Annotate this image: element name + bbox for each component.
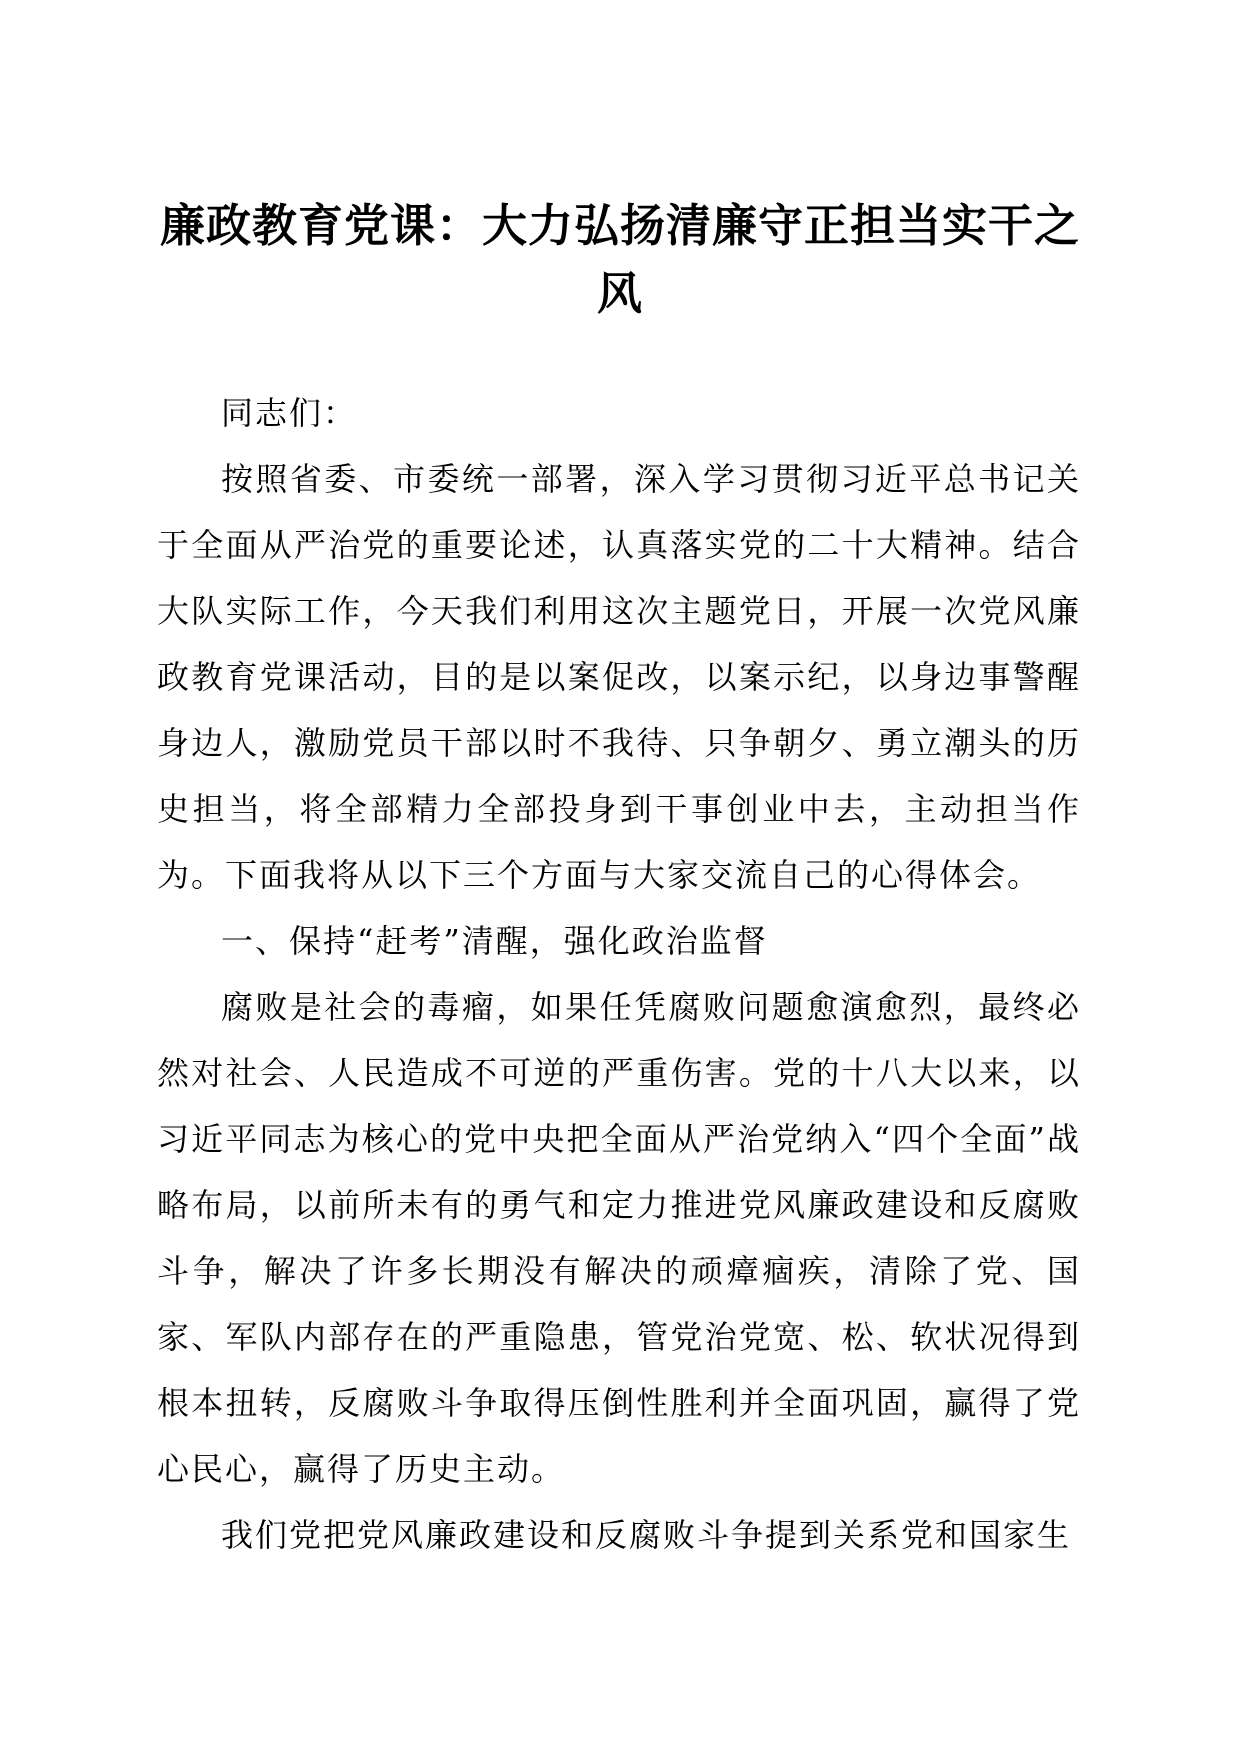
- section-heading-1: 一、保持“赶考”清醒，强化政治监督: [221, 922, 768, 960]
- body-paragraph: 我们党把党风廉政建设和反腐败斗争提到关系党和国家生: [221, 1516, 1072, 1554]
- intro-paragraph: 按照省委、市委统一部署，深入学习贯彻习近平总书记关于全面从严治党的重要论述，认真落实党的二十大精神。结合大队实际工作，今天我们利用这次主题党日，开展一次党风廉政教育党课活动，目的是以案促改，以案示纪，以身边事警醒身边人，激励党员干部以时不我待、只争朝夕、勇立潮头的历史担当，将全部精力全部投身到干事创业中去，主动担当作为。下面我将从以下三个方面与大家交流自己的心得体会。: [157, 460, 1081, 894]
- body-paragraph: 腐败是社会的毒瘤，如果任凭腐败问题愈演愈烈，最终必然对社会、人民造成不可逆的严重伤害。党的十八大以来，以习近平同志为核心的党中央把全面从严治党纳入“四个全面”战略布局，以前所未有的勇气和定力推进党风廉政建设和反腐败斗争，解决了许多长期没有解决的顽瘴痼疾，清除了党、国家、军队内部存在的严重隐患，管党治党宽、松、软状况得到根本扭转，反腐败斗争取得压倒性胜利并全面巩固，赢得了党心民心，赢得了历史主动。: [157, 988, 1081, 1488]
- document-title: 廉政教育党课：大力弘扬清廉守正担当实干之风: [159, 199, 1080, 320]
- salutation-paragraph: 同志们：: [221, 394, 358, 432]
- document-body: [157, 380, 1081, 1568]
